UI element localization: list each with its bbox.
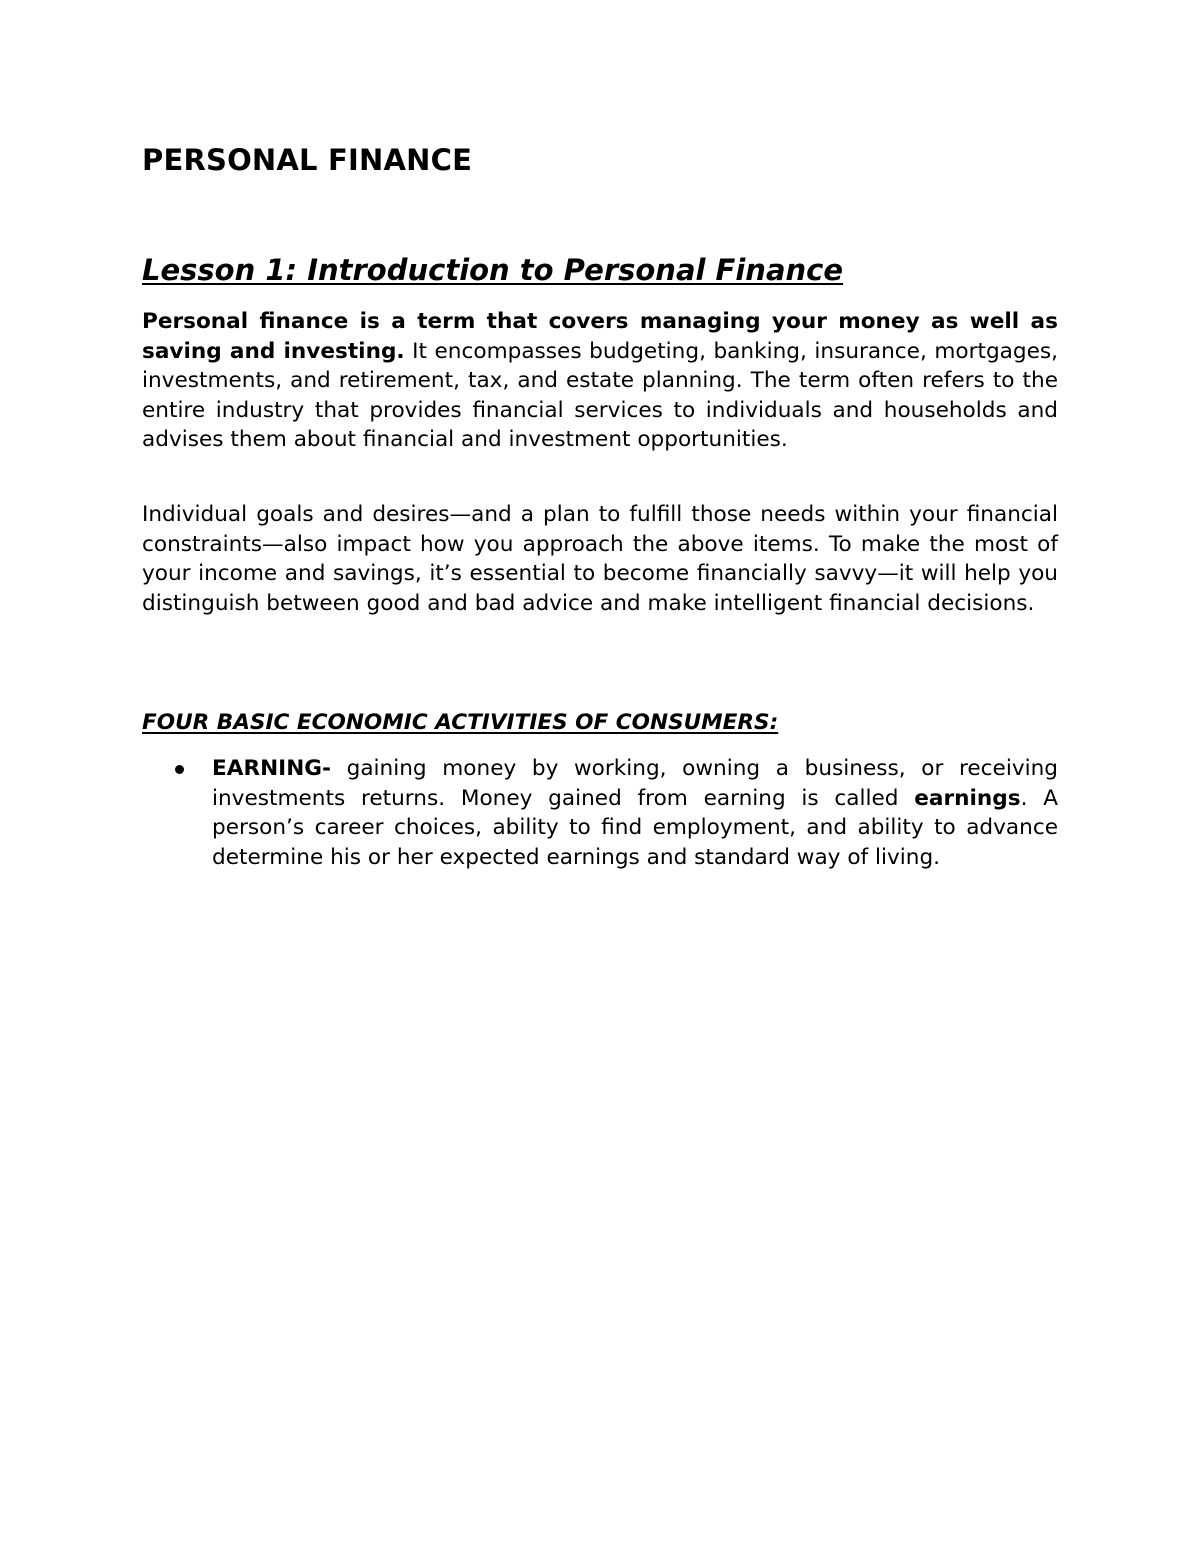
activity-term: EARNING- (212, 756, 331, 781)
intro-paragraph (142, 307, 1058, 455)
goals-paragraph: Individual goals and desires—and a plan to fulfill those needs within your financial constraints—also impact how you approach the above items. To make the most of your income and savings, it’s essential to become financially savvy—it will help you distinguish between good and bad advice and make intelligent financial decisions. (142, 502, 1058, 616)
activity-text-before: gaining money by working, owning a business, or receiving investments returns. Money gained from earning is called (212, 756, 1058, 811)
activity-text-after: . A person’s career choices, ability to find employment, and ability to advance determine his or her expected earnings and standard way of living. (212, 785, 1058, 870)
document-page (142, 0, 1058, 1553)
activity-list (142, 754, 1058, 872)
intro-text: It encompasses budgeting, banking, insurance, mortgages, investments, and retirement, tax, and estate planning. The term often refers to the entire industry that provides financial services to individuals and households and advises them about financial and investment opportunities. (142, 338, 1058, 453)
lesson-heading: Lesson 1: Introduction to Personal Finance (142, 253, 844, 287)
document-title: PERSONAL FINANCE (142, 143, 473, 177)
activity-bold-word: earnings (914, 785, 1021, 811)
section-heading: FOUR BASIC ECONOMIC ACTIVITIES OF CONSUMERS: (142, 710, 779, 735)
intro-bold-lead: Personal finance is a term that covers managing your money as well as saving and investing. (142, 309, 1058, 364)
bullet-icon (175, 765, 184, 774)
list-item (142, 754, 1058, 872)
